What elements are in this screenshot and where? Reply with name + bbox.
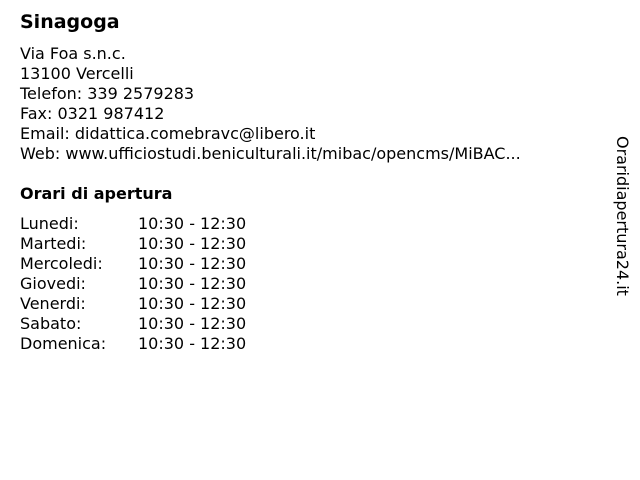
day-label: Domenica: <box>20 334 107 353</box>
day-label: Sabato: <box>20 314 82 333</box>
hours-value: 10:30 - 12:30 <box>138 214 247 233</box>
hours-value: 10:30 - 12:30 <box>138 254 247 273</box>
address-city: 13100 Vercelli <box>20 64 134 83</box>
hours-row-friday <box>20 294 246 314</box>
place-contact-info <box>20 44 521 164</box>
hours-row-thursday <box>20 274 246 294</box>
hours-value: 10:30 - 12:30 <box>138 234 247 253</box>
hours-row-wednesday <box>20 254 246 274</box>
email-address: Email: didattica.comebravc@libero.it <box>20 124 316 143</box>
hours-row-saturday <box>20 314 246 334</box>
place-title: Sinagoga <box>20 11 120 33</box>
brand-watermark: Oraridiapertura24.it <box>613 136 632 296</box>
hours-row-monday <box>20 214 246 234</box>
hours-value: 10:30 - 12:30 <box>138 274 247 293</box>
hours-row-tuesday <box>20 234 246 254</box>
address-street: Via Foa s.n.c. <box>20 44 126 63</box>
day-label: Venerdi: <box>20 294 86 313</box>
phone-number: Telefon: 339 2579283 <box>20 84 195 103</box>
hours-value: 10:30 - 12:30 <box>138 334 247 353</box>
fax-number: Fax: 0321 987412 <box>20 104 165 123</box>
hours-row-sunday <box>20 334 246 354</box>
day-label: Mercoledi: <box>20 254 103 273</box>
day-label: Lunedi: <box>20 214 79 233</box>
opening-hours-table <box>20 214 246 354</box>
day-label: Giovedi: <box>20 274 86 293</box>
opening-hours-heading: Orari di apertura <box>20 184 173 203</box>
day-label: Martedi: <box>20 234 87 253</box>
website-url: Web: www.ufficiostudi.beniculturali.it/mibac/opencms/MiBAC... <box>20 144 521 163</box>
hours-value: 10:30 - 12:30 <box>138 314 247 333</box>
hours-value: 10:30 - 12:30 <box>138 294 247 313</box>
